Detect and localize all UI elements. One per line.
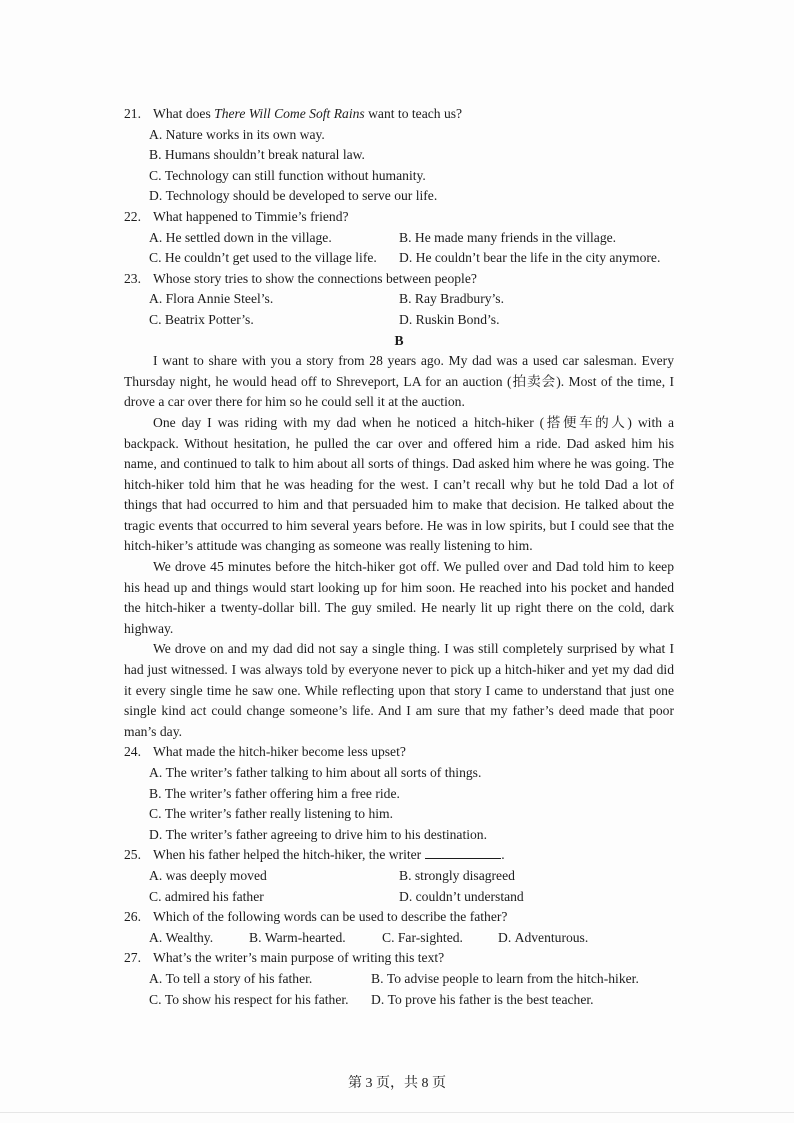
question-25 xyxy=(124,845,674,907)
question-stem: 26. Which of the following words can be used to describe the father? xyxy=(124,907,674,928)
question-number: 25. xyxy=(124,847,141,863)
question-21 xyxy=(124,104,674,207)
question-27 xyxy=(124,948,674,1010)
option-b[interactable]: B. The writer’s father offering him a free ride. xyxy=(149,785,400,801)
option-row xyxy=(124,990,674,1011)
option-row xyxy=(124,887,674,908)
option-b[interactable]: B. He made many friends in the village. xyxy=(399,229,617,245)
question-24 xyxy=(124,742,674,845)
option-b[interactable]: B. Warm-hearted. xyxy=(249,929,346,945)
question-number: 24. xyxy=(124,744,141,760)
question-number: 21. xyxy=(124,106,141,121)
option-b[interactable]: B. Humans shouldn’t break natural law. xyxy=(149,147,365,163)
option-row xyxy=(124,928,674,949)
option-d[interactable]: D. To prove his father is the best teacher. xyxy=(371,991,594,1007)
option-a[interactable]: A. The writer’s father talking to him about all sorts of things. xyxy=(149,765,482,780)
option-b[interactable]: B. To advise people to learn from the hitch-hiker. xyxy=(371,970,639,986)
option-b[interactable]: B. strongly disagreed xyxy=(399,867,515,883)
option-b[interactable]: B. Ray Bradbury’s. xyxy=(399,291,504,307)
question-number: 27. xyxy=(124,950,141,966)
option-row xyxy=(124,228,674,249)
passage-paragraph-4: We drove on and my dad did not say a single thing. I was still completely surprised by what I had just witnessed. I was always told by everyone never to pick up a hitch-hiker and yet my dad did it every single time he saw one. While reflecting upon that story I came to understand that just one single kind act could change someone’s life. And I am sure that my father’s deed made that poor man’s day. xyxy=(124,641,674,739)
option-a[interactable]: A. Flora Annie Steel’s. xyxy=(149,291,274,307)
passage-paragraph-3: We drove 45 minutes before the hitch-hiker got off. We pulled over and Dad told him to keep his head up and things would start looking up for him soon. He reached into his pocket and handed the hitch-hiker a twenty-dollar bill. The guy smiled. He nearly lit up right there on the cold, dark highway. xyxy=(124,559,674,636)
option-c[interactable]: C. Beatrix Potter’s. xyxy=(149,311,254,327)
question-stem: 24. What made the hitch-hiker become less upset? xyxy=(124,742,674,763)
option-c[interactable]: C. To show his respect for his father. xyxy=(149,991,349,1007)
option-a[interactable]: A. Nature works in its own way. xyxy=(149,126,325,142)
option-d[interactable]: D. Ruskin Bond’s. xyxy=(399,311,500,327)
question-stem: 23. Whose story tries to show the connections between people? xyxy=(124,269,674,290)
story-title: There Will Come Soft Rains xyxy=(214,106,365,121)
question-number: 22. xyxy=(124,208,141,224)
question-stem: 25. When his father helped the hitch-hiker, the writer . xyxy=(124,845,674,866)
option-c[interactable]: C. Far-sighted. xyxy=(382,929,463,945)
option-a[interactable]: A. Wealthy. xyxy=(149,929,214,945)
option-d[interactable]: D. He couldn’t bear the life in the city anymore. xyxy=(399,250,661,266)
option-row xyxy=(124,310,674,331)
option-row xyxy=(124,969,674,990)
option-c[interactable]: C. Technology can still function without humanity. xyxy=(149,167,426,183)
question-stem: 21. What does There Will Come Soft Rains want to teach us? xyxy=(124,104,674,125)
option-d[interactable]: D. The writer’s father agreeing to drive him to his destination. xyxy=(149,826,488,842)
option-a[interactable]: A. was deeply moved xyxy=(149,867,267,883)
option-d[interactable]: D. Adventurous. xyxy=(498,929,589,945)
question-22 xyxy=(124,207,674,269)
option-row xyxy=(124,289,674,310)
option-c[interactable]: C. He couldn’t get used to the village life. xyxy=(149,250,377,266)
option-row xyxy=(124,866,674,887)
page-bottom-divider xyxy=(0,1112,794,1113)
option-d[interactable]: D. couldn’t understand xyxy=(399,888,524,904)
section-heading: B xyxy=(394,332,404,348)
question-26 xyxy=(124,907,674,948)
option-c[interactable]: C. admired his father xyxy=(149,888,264,904)
page-content xyxy=(124,104,674,1010)
option-d[interactable]: D. Technology should be developed to serve our life. xyxy=(149,188,438,204)
question-23 xyxy=(124,269,674,331)
option-c[interactable]: C. The writer’s father really listening to him. xyxy=(149,806,394,822)
passage-paragraph-2: One day I was riding with my dad when he noticed a hitch-hiker (搭便车的人) with a backpack. Without hesitation, he pulled the car over and offered him a ride. Dad asked him his name, and continued to talk to him about all sorts of things. Dad asked him where he was going. The hitch-hiker told him that he was heading for the west. I can’t recall why but he told Dad a lot of things that had occurred to him and that persuaded him to make that decision. He talked about the tragic events that occurred to him several years before. He was in low spirits, but I could see that the hitch-hiker’s attitude was changing as someone was really listening to him. xyxy=(124,414,674,554)
passage-paragraph-1: I want to share with you a story from 28 years ago. My dad was a used car salesman. Every Thursday night, he would head off to Shreveport, LA for an auction (拍卖会). Most of the time, I drove a car over there for him so he could sell it at the auction. xyxy=(124,353,674,410)
question-number: 26. xyxy=(124,909,141,925)
question-stem: 27. What’s the writer’s main purpose of writing this text? xyxy=(124,948,674,969)
option-a[interactable]: A. To tell a story of his father. xyxy=(149,970,313,986)
answer-blank[interactable] xyxy=(425,846,501,859)
option-row xyxy=(124,248,674,269)
page-number: 第 3 页，共 8 页 xyxy=(348,1076,446,1091)
question-stem: 22. What happened to Timmie’s friend? xyxy=(124,207,674,228)
option-a[interactable]: A. He settled down in the village. xyxy=(149,229,332,245)
question-number: 23. xyxy=(124,270,141,286)
